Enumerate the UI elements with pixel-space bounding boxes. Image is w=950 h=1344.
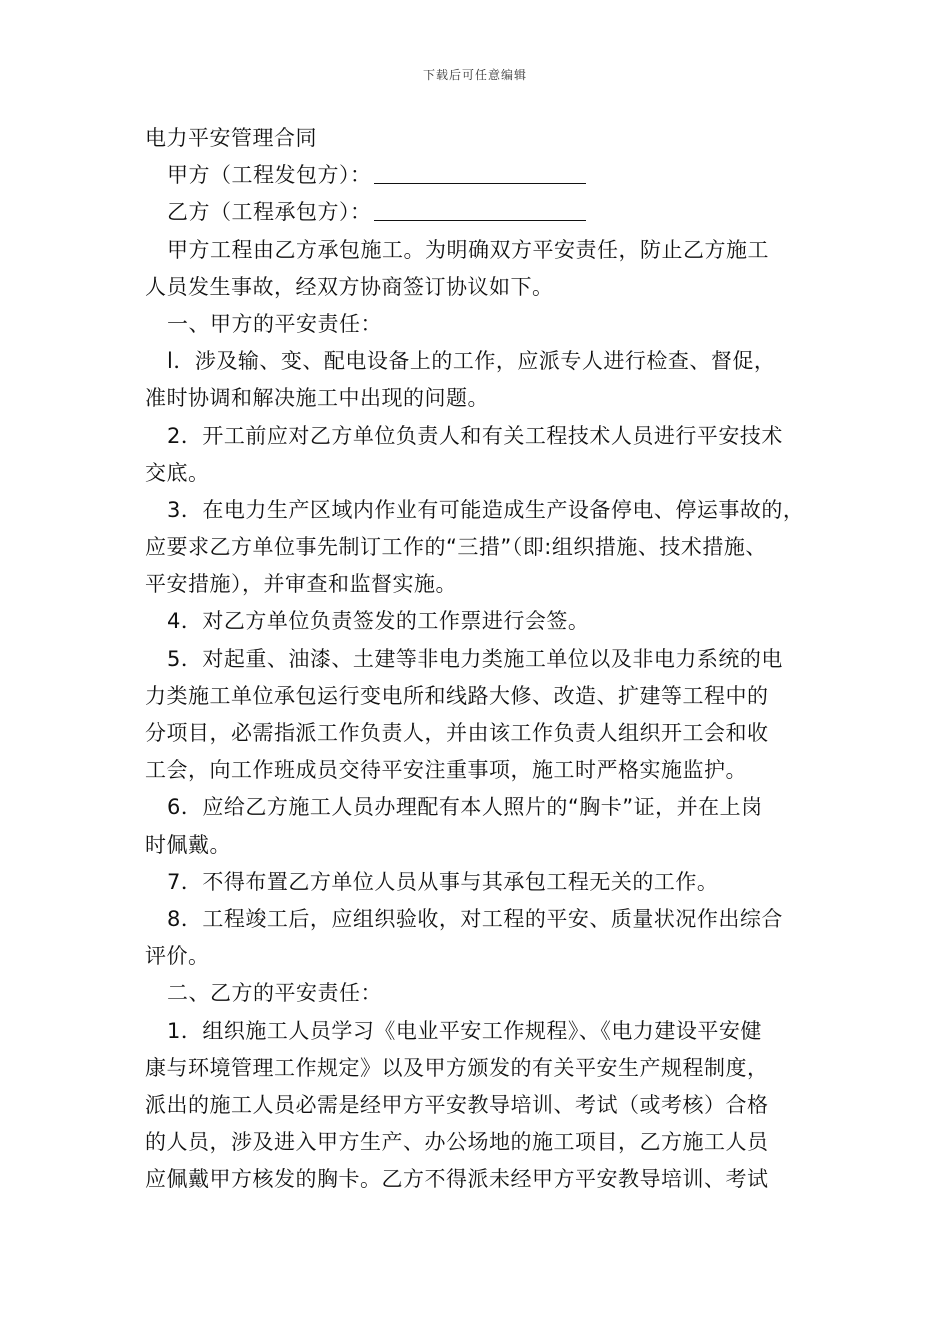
clause-line: 评价。 [145,944,210,969]
clause-line: 5．对起重、油漆、土建等非电力类施工单位以及非电力系统的电 [167,646,783,671]
clause-line: 3．在电力生产区域内作业有可能造成生产设备停电、停运事故的， [167,497,805,522]
clause-line: 6．应给乙方施工人员办理配有本人照片的“胸卡”证，并在上岗 [167,795,763,820]
clause-line: 康与环境管理工作规定》以及甲方颁发的有关平安生产规程制度， [145,1055,769,1080]
clause-line: 8．工程竣工后，应组织验收，对工程的平安、质量状况作出综合 [167,906,783,931]
section-heading-party-a: 一、甲方的平安责任： [167,311,382,336]
contract-body [145,120,825,1198]
intro-line: 甲方工程由乙方承包施工。为明确双方平安责任，防止乙方施工 [167,237,769,262]
clause-line: 时佩戴。 [145,832,231,857]
clause-line: 2．开工前应对乙方单位负责人和有关工程技术人员进行平安技术 [167,423,783,448]
clause-line: 应佩戴甲方核发的胸卡。乙方不得派未经甲方平安教导培训、考试 [145,1167,769,1192]
intro-line: 人员发生事故，经双方协商签订协议如下。 [145,274,554,299]
clause-line: 工会，向工作班成员交待平安注重事项，施工时严格实施监护。 [145,758,747,783]
party-a-label: 甲方（工程发包方）： [167,163,372,188]
party-a-blank [374,159,586,184]
clause-line: 应要求乙方单位事先制订工作的“三措”（即:组织措施、技术措施、 [145,535,767,560]
section-heading-party-b: 二、乙方的平安责任： [167,981,382,1006]
clause-line: 准时协调和解决施工中出现的问题。 [145,386,489,411]
clause-line: l．涉及输、变、配电设备上的工作，应派专人进行检查、督促， [167,349,776,374]
clause-line: 交底。 [145,460,210,485]
party-a-line [145,157,825,194]
clause-line: 分项目，必需指派工作负责人，并由该工作负责人组织开工会和收 [145,721,769,745]
page-header-note: 下载后可任意编辑 [422,68,527,82]
clause-line: 4．对乙方单位负责签发的工作票进行会签。 [167,609,590,634]
party-b-blank [374,196,586,221]
clause-line: 1．组织施工人员学习《电业平安工作规程》、《电力建设平安健 [167,1018,762,1043]
contract-title: 电力平安管理合同 [145,126,317,150]
clause-line: 的人员，涉及进入甲方生产、办公场地的施工项目，乙方施工人员 [145,1130,769,1155]
party-b-label: 乙方（工程承包方）： [167,200,372,225]
clause-line: 平安措施），并审查和监督实施。 [145,572,457,597]
clause-line: 力类施工单位承包运行变电所和线路大修、改造、扩建等工程中的 [145,683,769,708]
clause-line: 7．不得布置乙方单位人员从事与其承包工程无关的工作。 [167,869,719,894]
clause-line: 派出的施工人员必需是经甲方平安教导培训、考试（或考核）合格 [145,1092,769,1117]
party-b-line [145,194,825,231]
